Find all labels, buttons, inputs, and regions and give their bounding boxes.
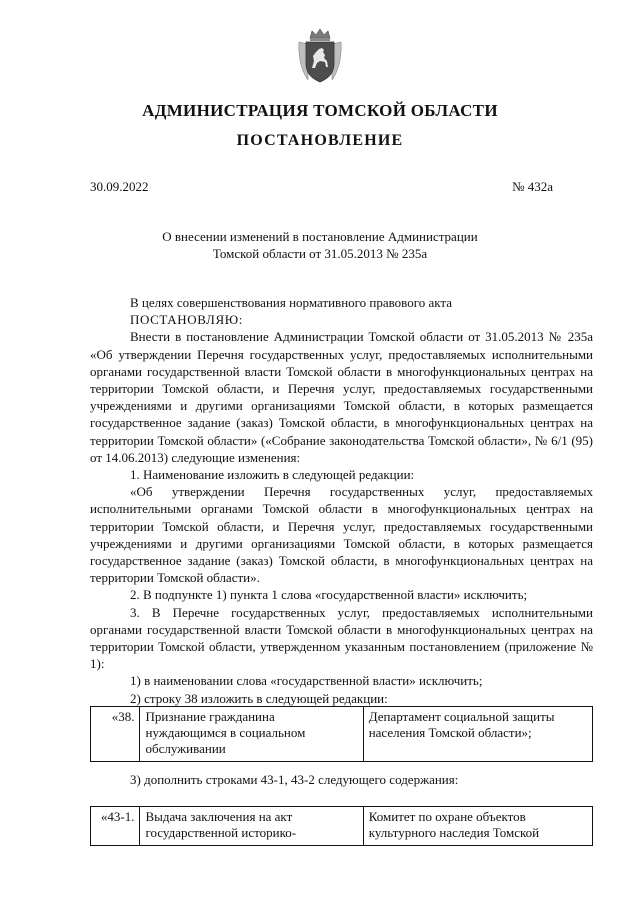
item-1: 1. Наименование изложить в следующей редакции: bbox=[130, 467, 415, 483]
item-3-3: 3) дополнить строками 43-1, 43-2 следующего содержания: bbox=[130, 772, 459, 787]
service-cell: Выдача заключения на акт государственной историко- bbox=[140, 807, 363, 846]
item-2: 2. В подпункте 1) пункта 1 слова «государственной власти» исключить; bbox=[130, 587, 528, 603]
authority-cell: Комитет по охране объектов культурного наследия Томской bbox=[363, 807, 592, 846]
document-subject bbox=[120, 228, 520, 262]
subject-line: Томской области от 31.05.2013 № 235а bbox=[212, 246, 428, 261]
document-date: 30.09.2022 bbox=[90, 179, 149, 194]
document-number: № 432а bbox=[512, 179, 553, 194]
item-3-1: 1) в наименовании слова «государственной власти» исключить; bbox=[130, 673, 483, 689]
preamble: В целях совершенствования нормативного правового акта bbox=[130, 295, 453, 310]
table-row bbox=[91, 707, 593, 762]
service-cell: Признание гражданина нуждающимся в социальном обслуживании bbox=[140, 707, 363, 762]
organization-title: АДМИНИСТРАЦИЯ ТОМСКОЙ ОБЛАСТИ bbox=[142, 101, 498, 120]
coat-of-arms-icon bbox=[296, 28, 344, 84]
subject-line: О внесении изменений в постановление Администрации bbox=[162, 229, 478, 244]
amendment-table-rows-43 bbox=[90, 806, 593, 846]
main-paragraph: Внести в постановление Администрации Томской области от 31.05.2013 № 235а «Об утверждении Перечня государственных услуг, предоставляемых исполнительными органами государственной власти Томской области в многофункциональных центрах на территории Томской области, и Перечня услуг, предоставляемых государственными учреждениями и другими организациями Томской области, в которых размещается государственное задание (заказ) Томской области, в многофункциональных центрах на территории Томской области» («Собрание законодательства Томской области», № 6/1 (95) от 14.06.2013) следующие изменения: bbox=[90, 329, 593, 465]
document-type-title: ПОСТАНОВЛЕНИЕ bbox=[236, 132, 404, 149]
table-row bbox=[91, 807, 593, 846]
document-body bbox=[90, 294, 593, 707]
authority-cell: Департамент социальной защиты населения Томской области»; bbox=[363, 707, 592, 762]
row-number-cell: «38. bbox=[91, 707, 140, 762]
amendment-table-row-38 bbox=[90, 706, 593, 762]
item-3-2: 2) строку 38 изложить в следующей редакции: bbox=[130, 690, 388, 706]
item-3: 3. В Перечне государственных услуг, предоставляемых исполнительными органами государственной власти Томской области в многофункциональных центрах на территории Томской области, утвержденном указанным постановлением (приложение № 1): bbox=[90, 604, 593, 672]
decree-keyword: ПОСТАНОВЛЯЮ: bbox=[130, 312, 243, 328]
row-number-cell: «43-1. bbox=[91, 807, 140, 846]
item-1-text: «Об утверждении Перечня государственных услуг, предоставляемых исполнительными органами Томской области в многофункциональных центрах на территории Томской области, и Перечня услуг, предоставляемых государственными учреждениями и другими организациями Томской области, в которых размещается государственное задание (заказ) Томской области, в многофункциональных центрах на территории Томской области». bbox=[90, 484, 593, 586]
